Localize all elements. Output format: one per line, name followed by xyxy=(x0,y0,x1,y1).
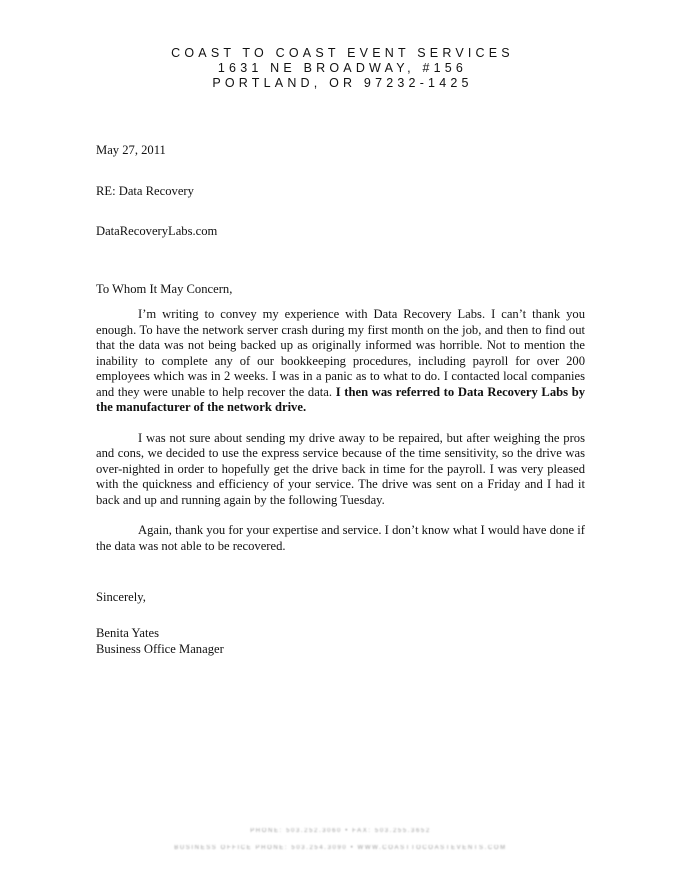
paragraph-1 xyxy=(96,307,585,416)
address-line-2: PORTLAND, OR 97232-1425 xyxy=(212,76,473,90)
company-name: COAST TO COAST EVENT SERVICES xyxy=(171,46,514,60)
letterhead xyxy=(0,46,681,91)
re-line: RE: Data Recovery xyxy=(96,184,194,198)
paragraph-1-bold: I then was referred to Data Recovery Labs by the manufacturer of the network drive. xyxy=(96,384,585,414)
salutation: To Whom It May Concern, xyxy=(96,282,233,296)
paragraph-3: Again, thank you for your expertise and service. I don’t know what I would have done if the data was not able to be recovered. xyxy=(96,523,585,553)
paragraph-1-text: I’m writing to convey my experience with Data Recovery Labs. I can’t thank you enough. To have the network server crash during my first month on the job, and then to find out that the data was not being backed up as originally informed was horrible. Not to mention the inability to complete any of our bookkeeping procedures, including payroll for over 200 employees which was in 2 weeks. I was in a panic as to what to do. I contacted local companies and they were unable to help recover the data. xyxy=(96,307,585,399)
footer-line-2: BUSINESS OFFICE PHONE: 503.254.3090 • WWW.COASTTOCOASTEVENTS.COM xyxy=(174,845,507,851)
footer-line-1: PHONE: 503.252.3060 • FAX: 503.255.3652 xyxy=(250,828,431,834)
paragraph-2: I was not sure about sending my drive away to be repaired, but after weighing the pros and cons, we decided to use the express service because of the time sensitivity, so the drive was over-nighted in order to hopefully get the drive back in time for the payroll. I was very pleased with the quickness and efficiency of your service. The drive was sent on a Friday and I had it back and up and running again by the following Tuesday. xyxy=(96,430,585,507)
signer-title: Business Office Manager xyxy=(96,642,224,656)
recipient: DataRecoveryLabs.com xyxy=(96,224,218,238)
closing: Sincerely, xyxy=(96,590,146,604)
letter-body xyxy=(96,307,585,554)
signer-name: Benita Yates xyxy=(96,626,159,640)
address-line-1: 1631 NE BROADWAY, #156 xyxy=(217,61,468,75)
letter-date: May 27, 2011 xyxy=(96,143,166,157)
